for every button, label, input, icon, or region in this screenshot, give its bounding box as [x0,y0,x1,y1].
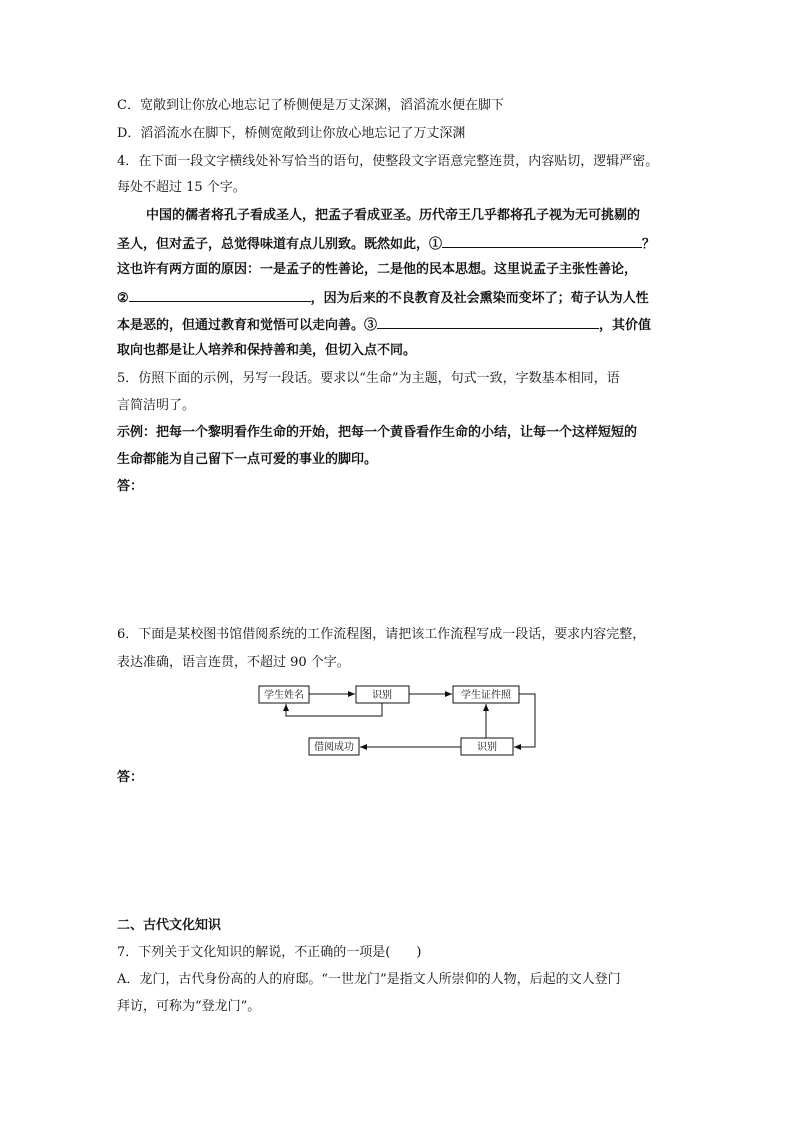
q4-passage-line3: 这也许有两方面的原因：一是孟子的性善论，二是他的民本思想。这里说孟子主张性善论， [117,262,638,277]
q7-option-a-line1: A．龙门，古代身份高的人的府邸。“一世龙门”是指文人所崇仰的人物，后起的文人登门 [117,972,621,987]
q5-prompt-line2: 言简洁明了。 [117,398,196,413]
q4-passage-end: ，其价值 [599,318,652,333]
q6-answer-label: 答： [117,770,144,785]
box-identify-1-label: 识别 [372,690,392,701]
section-heading: 二、古代文化知识 [117,918,222,933]
arrow-photo-to-identify2 [514,694,535,747]
q5-prompt-line1: 5．仿照下面的示例，另写一段话。要求以“生命”为主题，句式一致，字数基本相同，语 [117,371,620,386]
option-d: D．滔滔流水在脚下，桥侧宽敞到让你放心地忘记了万丈深渊 [117,126,466,141]
q4-passage-text: 圣人，但对孟子，总觉得味道有点儿别致。既然如此， [117,237,430,252]
q5-answer-label: 答： [117,479,144,494]
box-identify-2-label: 识别 [477,742,497,753]
q7-prompt: 7．下列关于文化知识的解说，不正确的一项是( ) [117,945,422,960]
q4-passage-text: 本是恶的，但通过教育和觉悟可以走向善。 [117,318,365,333]
q6-prompt-line1: 6．下面是某校图书馆借阅系统的工作流程图，请把该工作流程写成一段话，要求内容完整， [117,627,646,642]
q4-prompt-line2: 每处不超过 15 个字。 [117,180,246,195]
q4-prompt-line1: 4．在下面一段文字横线处补写恰当的语句，使整段文字语意完整连贯，内容贴切，逻辑严密。 [117,154,659,169]
q4-passage-end: ？ [642,237,656,252]
blank-marker-3: ③ [364,318,378,333]
q6-prompt-line2: 表达准确，语言连贯，不超过 90 个字。 [117,655,350,670]
option-c: C．宽敞到让你放心地忘记了桥侧便是万丈深渊，滔滔流水便在脚下 [117,98,504,113]
box-student-name-label: 学生姓名 [264,690,304,701]
q7-option-a-line2: 拜访，可称为“登龙门”。 [117,999,261,1014]
blank-marker-2: ② [117,291,129,306]
arrow-identify-back-to-name [286,703,382,716]
box-borrow-success-label: 借阅成功 [314,742,354,753]
q4-passage-line1: 中国的儒者将孔子看成圣人，把孟子看成亚圣。历代帝王几乎都将孔子视为无可挑剔的 [146,208,641,223]
q4-passage-end: ，因为后来的不良教育及社会熏染而变坏了；荀子认为人性 [310,291,649,306]
q4-passage-line6: 取向也都是让人培养和保持善和美，但切入点不同。 [117,343,417,358]
q5-example-line1: 示例：把每一个黎明看作生命的开始，把每一个黄昏看作生命的小结，让每一个这样短短的 [117,425,638,440]
box-student-id-photo-label: 学生证件照 [461,690,511,701]
blank-marker-1: ① [429,237,443,252]
q5-example-line2: 生命都能为自己留下一点可爱的事业的脚印。 [117,452,378,467]
